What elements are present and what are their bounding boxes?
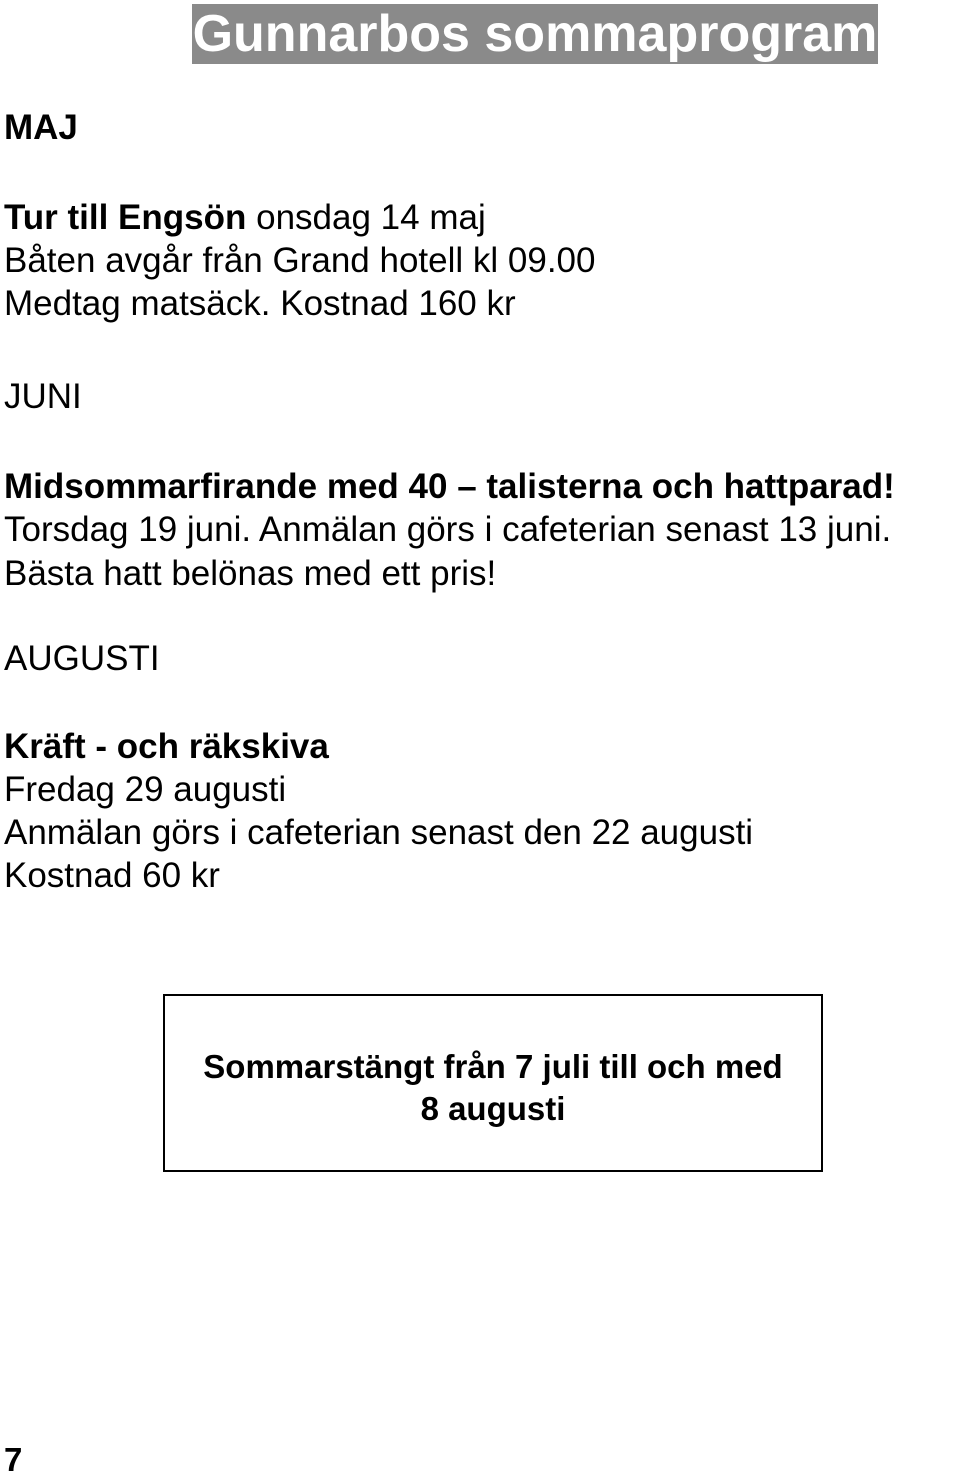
notice-text bbox=[165, 1046, 821, 1130]
event-detail-maj-1: Båten avgår från Grand hotell kl 09.00 bbox=[4, 241, 596, 280]
event-detail-juni-1: Torsdag 19 juni. Anmälan görs i cafeterian senast 13 juni. bbox=[4, 510, 892, 549]
event-title-juni: Midsommarfirande med 40 – talisterna och hattparad! bbox=[4, 467, 895, 506]
month-heading-juni: JUNI bbox=[4, 377, 82, 416]
summer-closed-notice bbox=[163, 994, 823, 1172]
event-title-augusti: Kräft - och räkskiva bbox=[4, 727, 329, 766]
page-title: Gunnarbos sommaprogram bbox=[192, 5, 878, 63]
event-detail-augusti-2: Anmälan görs i cafeterian senast den 22 augusti bbox=[4, 813, 754, 852]
event-detail-augusti-1: Fredag 29 augusti bbox=[4, 770, 287, 809]
notice-line-2: 8 augusti bbox=[420, 1090, 566, 1127]
event-detail-maj-2: Medtag matsäck. Kostnad 160 kr bbox=[4, 284, 516, 323]
event-date-maj: onsdag 14 maj bbox=[246, 198, 486, 237]
month-heading-maj: MAJ bbox=[4, 108, 78, 147]
event-title-line-maj bbox=[4, 197, 486, 239]
page-number: 7 bbox=[4, 1441, 23, 1478]
notice-line-1: Sommarstängt från 7 juli till och med bbox=[203, 1048, 783, 1085]
event-detail-juni-2: Bästa hatt belönas med ett pris! bbox=[4, 554, 497, 593]
event-detail-augusti-3: Kostnad 60 kr bbox=[4, 856, 220, 895]
event-title-maj: Tur till Engsön bbox=[4, 198, 247, 237]
month-heading-augusti: AUGUSTI bbox=[4, 639, 160, 678]
